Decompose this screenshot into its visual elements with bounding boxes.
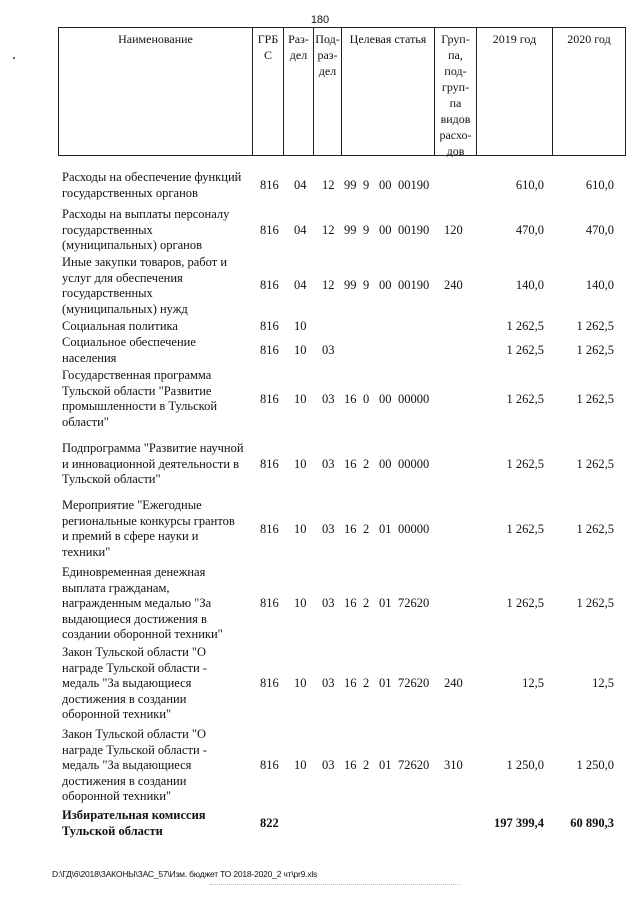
row-target-program: 99 [344,278,357,292]
row-target-subprogram: 9 [363,178,370,192]
row-razdel: 04 [294,223,307,237]
row-target-program: 16 [344,596,357,610]
row-razdel: 10 [294,343,307,357]
row-target-program: 16 [344,676,357,690]
row-target-event: 00 [379,392,392,406]
header-2019: 2019 год [477,28,553,155]
row-grbs: 816 [260,676,279,690]
row-target-direction: 00190 [398,278,430,292]
row-podrazdel: 03 [322,758,335,772]
scan-speck [13,57,15,59]
table-header [58,27,626,156]
header-target: Целевая статья [342,28,435,155]
row-value-2020: 1 262,5 [576,522,614,536]
row-value-2019: 1 262,5 [506,457,544,471]
row-expense-type: 240 [444,676,463,690]
file-path-footer: D:\ГД\6\2018\ЗАКОНЫ\ЗАС_57\Изм. бюджет ТО 2018-2020_2 чт\pr9.xls [52,869,318,879]
row-value-2019: 1 262,5 [506,596,544,610]
row-name: Социальная политика [62,319,178,333]
row-value-2020: 1 262,5 [576,319,614,333]
row-target-program: 16 [344,522,357,536]
row-name: Государственная программа Тульской области "Развитие промышленности в Тульской области" [62,368,218,429]
row-name: Закон Тульской области "О награде Тульской области - медаль "За выдающиеся достижения в создании оборонной техники" [62,727,207,803]
row-name: Мероприятие "Ежегодные региональные конкурсы грантов и премий в сфере науки и техники" [62,498,235,559]
row-name: Избирательная комиссия Тульской области [62,808,206,838]
row-name: Подпрограмма "Развитие научной и инновационной деятельности в Тульской области" [62,441,244,486]
row-grbs: 816 [260,392,279,406]
row-value-2019: 12,5 [522,676,544,690]
row-podrazdel: 03 [322,457,335,471]
row-grbs: 816 [260,278,279,292]
row-target-subprogram: 0 [363,392,370,406]
row-target-program: 16 [344,392,357,406]
row-target-program: 16 [344,758,357,772]
row-target-direction: 72620 [398,596,430,610]
row-value-2019: 1 262,5 [506,343,544,357]
row-podrazdel: 03 [322,676,335,690]
row-value-2020: 1 262,5 [576,343,614,357]
header-name: Наименование [59,28,253,155]
row-target-event: 00 [379,278,392,292]
row-target-event: 01 [379,522,392,536]
row-razdel: 10 [294,392,307,406]
row-value-2019: 140,0 [515,278,544,292]
row-podrazdel: 03 [322,522,335,536]
header-grbs: ГРБ С [253,28,284,155]
row-razdel: 04 [294,278,307,292]
row-value-2019: 1 262,5 [506,392,544,406]
row-name: Иные закупки товаров, работ и услуг для обеспечения государственных (муниципальных) нужд [62,255,228,316]
scan-artifact-line [210,884,460,886]
row-target-event: 01 [379,596,392,610]
row-grbs: 816 [260,457,279,471]
row-target-subprogram: 9 [363,278,370,292]
row-value-2019: 470,0 [515,223,544,237]
row-value-2020: 1 262,5 [576,596,614,610]
header-razdel: Раз- дел [284,28,314,155]
row-value-2020: 1 262,5 [576,457,614,471]
row-target-subprogram: 2 [363,758,370,772]
row-value-2019: 1 262,5 [506,522,544,536]
row-target-subprogram: 2 [363,596,370,610]
row-podrazdel: 03 [322,392,335,406]
header-podrazdel: Под- раз- дел [314,28,342,155]
row-grbs: 816 [260,319,279,333]
row-value-2019: 1 262,5 [506,319,544,333]
row-expense-type: 310 [444,758,463,772]
row-target-direction: 72620 [398,676,430,690]
row-name: Расходы на обеспечение функций государственных органов [62,170,242,200]
row-value-2020: 1 250,0 [576,758,614,772]
row-target-subprogram: 2 [363,457,370,471]
row-value-2020: 610,0 [585,178,614,192]
row-grbs: 816 [260,758,279,772]
row-name: Расходы на выплаты персоналу государственных (муниципальных) органов [62,207,230,252]
row-grbs: 816 [260,596,279,610]
row-target-direction: 00000 [398,457,430,471]
row-target-event: 00 [379,223,392,237]
row-value-2020: 140,0 [585,278,614,292]
row-grbs: 816 [260,223,279,237]
page-number: 180 [310,14,330,26]
row-podrazdel: 03 [322,596,335,610]
row-grbs: 816 [260,343,279,357]
row-target-subprogram: 2 [363,676,370,690]
row-grbs: 816 [260,178,279,192]
row-podrazdel: 12 [322,223,335,237]
row-target-direction: 00000 [398,392,430,406]
row-target-direction: 72620 [398,758,430,772]
row-podrazdel: 12 [322,278,335,292]
row-razdel: 04 [294,178,307,192]
row-target-program: 99 [344,223,357,237]
row-grbs: 816 [260,522,279,536]
row-value-2020: 470,0 [585,223,614,237]
row-value-2019: 197 399,4 [494,816,544,830]
row-target-direction: 00190 [398,223,430,237]
row-value-2020: 12,5 [592,676,614,690]
row-target-event: 00 [379,178,392,192]
row-razdel: 10 [294,596,307,610]
row-expense-type: 120 [444,223,463,237]
row-razdel: 10 [294,457,307,471]
row-razdel: 10 [294,319,307,333]
row-target-subprogram: 9 [363,223,370,237]
row-podrazdel: 03 [322,343,335,357]
header-group: Груп- па, под- груп- па видов расхо- дов [435,28,477,155]
row-target-direction: 00190 [398,178,430,192]
row-podrazdel: 12 [322,178,335,192]
row-grbs: 822 [260,816,279,830]
row-value-2019: 610,0 [515,178,544,192]
row-name: Социальное обеспечение населения [62,335,196,365]
row-target-subprogram: 2 [363,522,370,536]
row-razdel: 10 [294,676,307,690]
row-target-event: 00 [379,457,392,471]
row-target-event: 01 [379,676,392,690]
row-target-event: 01 [379,758,392,772]
row-razdel: 10 [294,522,307,536]
row-value-2020: 60 890,3 [570,816,614,830]
row-name: Единовременная денежная выплата гражданам, награжденным медалью "За выдающиеся достижения в создании оборонной техники" [62,565,223,641]
row-target-direction: 00000 [398,522,430,536]
row-target-program: 16 [344,457,357,471]
row-target-program: 99 [344,178,357,192]
row-razdel: 10 [294,758,307,772]
row-value-2020: 1 262,5 [576,392,614,406]
row-name: Закон Тульской области "О награде Тульской области - медаль "За выдающиеся достижения в создании оборонной техники" [62,645,207,721]
row-value-2019: 1 250,0 [506,758,544,772]
header-2020: 2020 год [567,32,611,46]
row-expense-type: 240 [444,278,463,292]
